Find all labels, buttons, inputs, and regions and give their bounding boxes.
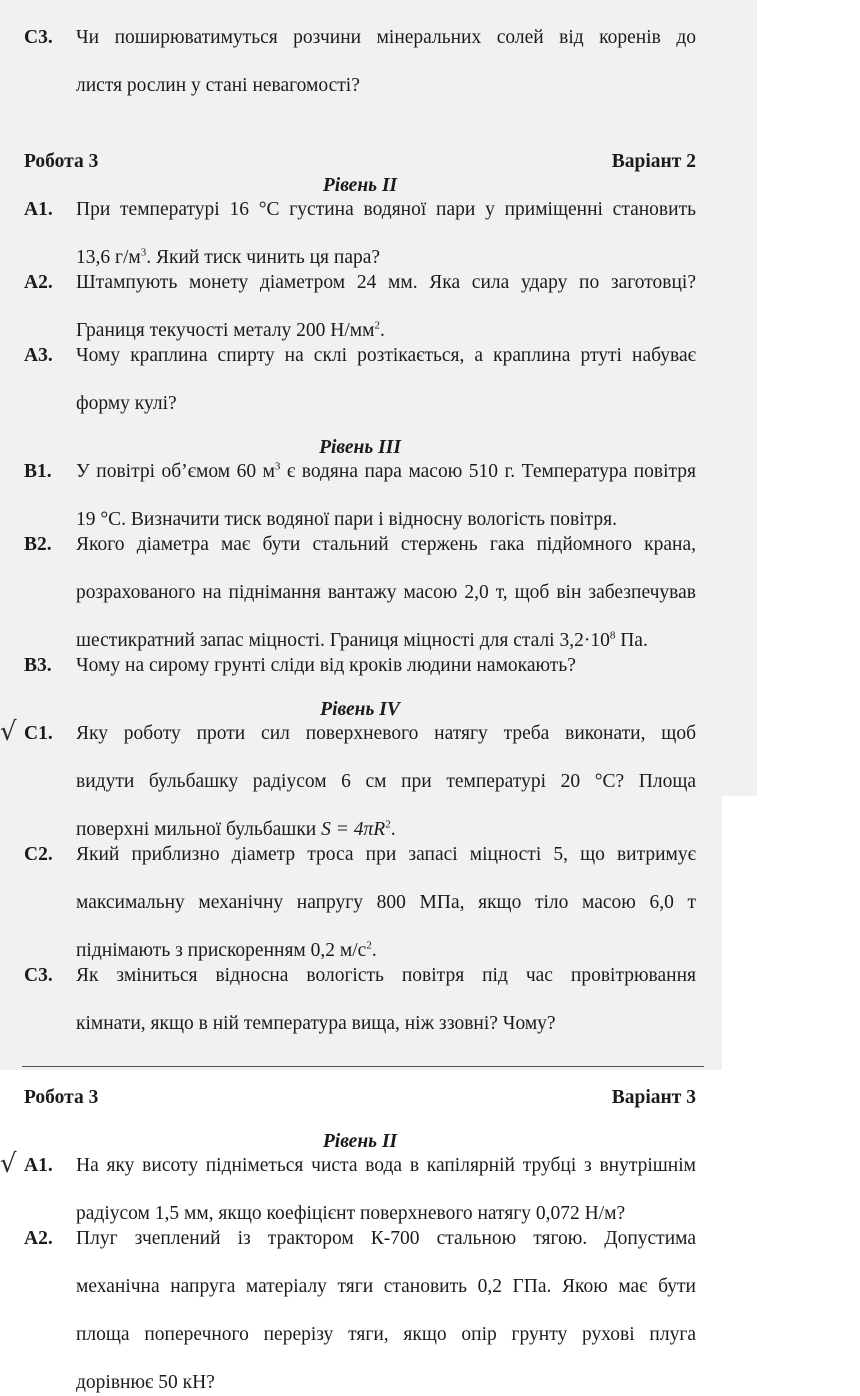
question-number: В1.: [24, 461, 52, 482]
question-number: А1.: [24, 1155, 53, 1176]
question-line: Як зміниться відносна вологість повітря під час провітрювання: [76, 965, 696, 986]
question-line: При температурі 16 °С густина водяної пари у приміщенні становить: [76, 199, 696, 220]
question-line: механічна напруга матеріалу тяги становить 0,2 ГПа. Якою має бути: [76, 1276, 696, 1297]
question-number: С3.: [24, 965, 53, 986]
question-line: У повітрі об’ємом 60 $м^3$ є водяна пара масою 510 г. Температура повітря: [76, 460, 696, 482]
question-line: Чому краплина спирту на склі розтікається, а краплина ртуті набуває: [76, 345, 696, 366]
level-heading: Рівень IV: [320, 699, 400, 720]
question-b3: [24, 654, 696, 678]
question-a3: [24, 344, 696, 416]
work-title: Робота 3: [24, 1087, 99, 1108]
question-line: Який приблизно діаметр троса при запасі міцності 5, що витримує: [76, 844, 696, 865]
work-header: [24, 1086, 696, 1110]
question-line: видути бульбашку радіусом 6 см при температурі 20 °С? Площа: [76, 771, 696, 792]
question-a2: [24, 271, 696, 343]
variant-label: Варіант 2: [611, 151, 696, 172]
level-heading: Рівень II: [322, 1131, 398, 1152]
question-number: В3.: [24, 655, 52, 676]
question-c2: [24, 843, 696, 963]
question-line: шестикратний запас міцності. Границя міцності для сталі $3,2\cdot 10^8$ Па.: [76, 629, 648, 651]
work-title: Робота 3: [24, 151, 99, 172]
handwritten-check-mark: √: [0, 717, 17, 747]
question-line: максимальну механічну напругу 800 МПа, якщо тіло масою 6,0 т: [76, 892, 696, 913]
level-heading: Рівень II: [322, 175, 398, 196]
handwritten-check-mark: √: [0, 1149, 17, 1179]
question-line: Штампують монету діаметром 24 мм. Яка сила удару по заготовці?: [76, 272, 696, 293]
question-a1-v3: [0, 1149, 696, 1226]
question-line: дорівнює 50 кН?: [76, 1372, 215, 1393]
question-line: піднімають з прискоренням 0,2 $м/с^2$.: [76, 939, 377, 961]
question-line: поверхні мильної бульбашки $S = 4\pi R^2$.: [76, 818, 396, 840]
question-number: С3.: [24, 27, 53, 48]
question-number: А2.: [24, 272, 53, 293]
question-number: А1.: [24, 199, 53, 220]
question-line: площа поперечного перерізу тяги, якщо опір грунту рухові плуга: [76, 1324, 696, 1345]
question-a1: [24, 198, 696, 270]
question-line: Чому на сирому грунті сліди від кроків людини намокають?: [76, 655, 576, 676]
question-line: радіусом 1,5 мм, якщо коефіцієнт поверхневого натягу 0,072 Н/м?: [76, 1203, 626, 1224]
level-heading: Рівень III: [319, 437, 401, 458]
question-b2: [24, 533, 696, 653]
question-number: В2.: [24, 534, 52, 555]
question-line: розрахованого на піднімання вантажу масою 2,0 т, щоб він забезпечував: [76, 582, 696, 603]
question-b1: [24, 460, 696, 532]
question-c1: [0, 717, 696, 842]
question-line: форму кулі?: [76, 393, 177, 414]
question-c3-top: [24, 26, 696, 98]
question-number: С2.: [24, 844, 53, 865]
question-c3: [24, 964, 696, 1036]
worksheet: [0, 26, 696, 1396]
page-bottom-rule: [22, 1066, 704, 1067]
question-line: кімнати, якщо в ній температура вища, ніж ззовні? Чому?: [76, 1013, 556, 1034]
variant-label: Варіант 3: [611, 1087, 696, 1108]
question-number: С1.: [24, 723, 53, 744]
question-number: А3.: [24, 345, 53, 366]
question-number: А2.: [24, 1228, 53, 1249]
question-line: 19 °С. Визначити тиск водяної пари і відносну вологість повітря.: [76, 509, 618, 530]
question-line: Яку роботу проти сил поверхневого натягу треба виконати, щоб: [76, 723, 696, 744]
question-line: Якого діаметра має бути стальний стержень гака підйомного крана,: [76, 534, 696, 555]
question-line: Чи поширюватимуться розчини мінеральних солей від коренів до: [76, 27, 696, 48]
question-line: На яку висоту підніметься чиста вода в капілярній трубці з внутрішнім: [76, 1155, 696, 1176]
question-line: 13,6 $г/м^3$. Який тиск чинить ця пара?: [76, 246, 381, 268]
question-a2-v3: [24, 1227, 696, 1395]
question-line: листя рослин у стані невагомості?: [76, 75, 360, 96]
question-line: Плуг зчеплений із трактором К-700 стальною тягою. Допустима: [76, 1228, 696, 1249]
work-header: [24, 150, 696, 174]
question-line: Границя текучості металу 200 $Н/мм^2$.: [76, 319, 385, 341]
